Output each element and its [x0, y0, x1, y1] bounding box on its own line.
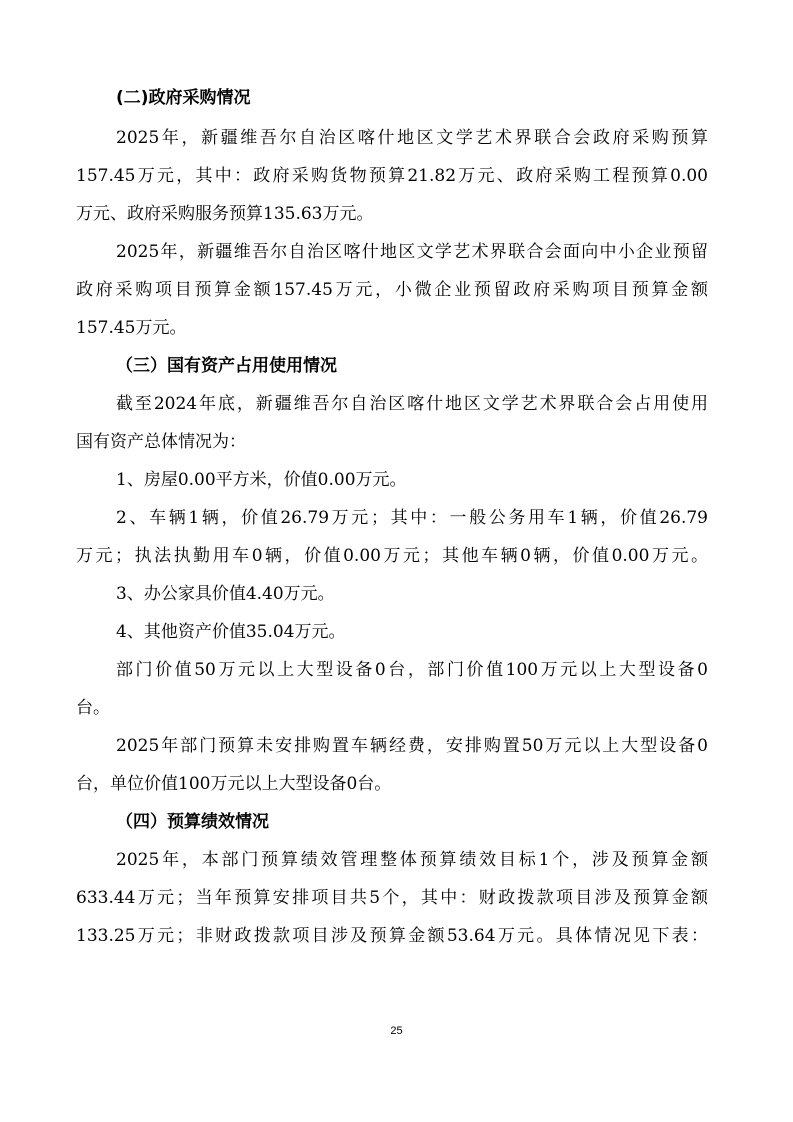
section-heading-performance: （四）预算绩效情况 [116, 812, 269, 832]
asset-item-housing: 1、房屋0.00平方米，价值0.00万元。 [116, 470, 407, 490]
paragraph-line: 2025年，新疆维吾尔自治区喀什地区文学艺术界联合会面向中小企业预留 [116, 242, 708, 262]
paragraph-line: 157.45万元。 [76, 318, 187, 338]
paragraph-line: 截至2024年底，新疆维吾尔自治区喀什地区文学艺术界联合会占用使用 [116, 394, 708, 414]
paragraph-line: 157.45万元，其中：政府采购货物预算21.82万元、政府采购工程预算0.00 [76, 166, 708, 186]
paragraph-line: 633.44万元；当年预算安排项目共5个，其中：财政拨款项目涉及预算金额 [76, 888, 708, 908]
asset-item-other: 4、其他资产价值35.04万元。 [116, 622, 346, 642]
paragraph-line: 133.25万元；非财政拨款项目涉及预算金额53.64万元。具体情况见下表： [76, 926, 708, 946]
paragraph-line: 2025年，新疆维吾尔自治区喀什地区文学艺术界联合会政府采购预算 [116, 128, 708, 148]
paragraph-line: 部门价值50万元以上大型设备0台，部门价值100万元以上大型设备0 [116, 660, 708, 680]
paragraph-line: 国有资产总体情况为： [76, 432, 246, 452]
asset-item-furniture: 3、办公家具价值4.40万元。 [116, 584, 335, 604]
section-heading-government-procurement: (二)政府采购情况 [116, 88, 251, 108]
paragraph-line: 台。 [76, 698, 110, 718]
paragraph-line: 台，单位价值100万元以上大型设备0台。 [76, 774, 392, 794]
paragraph-line: 政府采购项目预算金额157.45万元，小微企业预留政府采购项目预算金额 [76, 280, 708, 300]
paragraph-line: 万元；执法执勤用车0辆，价值0.00万元；其他车辆0辆，价值0.00万元。 [76, 546, 708, 566]
paragraph-line: 2025年部门预算未安排购置车辆经费，安排购置50万元以上大型设备0 [116, 736, 708, 756]
page-number: 25 [390, 1025, 403, 1037]
paragraph-line: 2025年，本部门预算绩效管理整体预算绩效目标1个，涉及预算金额 [116, 850, 708, 870]
section-heading-state-assets: （三）国有资产占用使用情况 [116, 356, 337, 376]
asset-item-vehicles: 2、车辆1辆，价值26.79万元；其中：一般公务用车1辆，价值26.79 [116, 508, 708, 528]
paragraph-line: 万元、政府采购服务预算135.63万元。 [76, 204, 374, 224]
